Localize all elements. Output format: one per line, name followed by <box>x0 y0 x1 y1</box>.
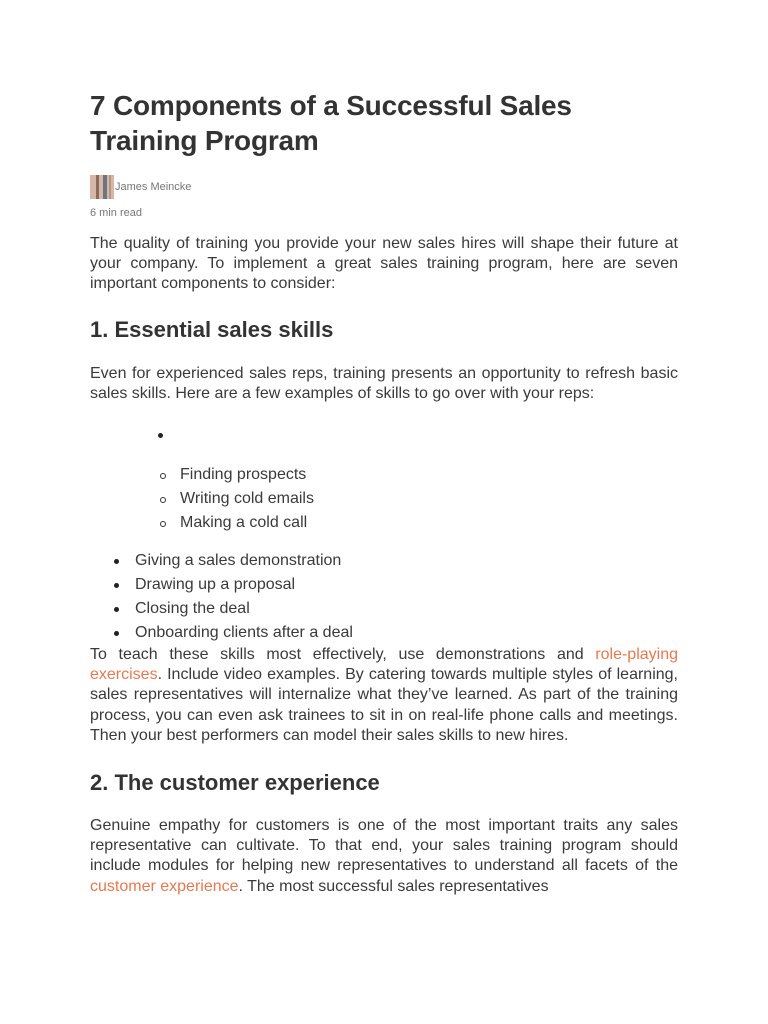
customer-text-end: . The most successful sales representatives <box>238 877 549 895</box>
teaching-text-start: To teach these skills most effectively, use demonstrations and <box>90 646 596 664</box>
customer-experience-link[interactable]: customer experience <box>90 877 239 895</box>
list-item: Writing cold emails <box>90 487 678 511</box>
article-title: 7 Components of a Successful Sales Training Program <box>90 90 572 156</box>
skill-list <box>90 549 678 645</box>
teaching-paragraph <box>90 645 678 746</box>
customer-text-start: Genuine empathy for customers is one of the most important traits any sales representative can cultivate. To that end, your sales training program should include modules for helping new representatives to understand all facets of the <box>90 817 678 875</box>
empty-bullet <box>90 422 678 444</box>
author-avatar[interactable] <box>90 175 114 199</box>
list-item: Making a cold call <box>90 511 678 535</box>
author-name[interactable]: James Meincke <box>115 181 192 193</box>
author-row <box>90 175 678 199</box>
section-heading-skills: 1. Essential sales skills <box>90 316 334 342</box>
list-item: Finding prospects <box>90 463 678 487</box>
list-item: Giving a sales demonstration <box>90 549 678 573</box>
sub-skill-list <box>90 463 678 535</box>
read-time: 6 min read <box>90 207 142 219</box>
list-item: Drawing up a proposal <box>90 573 678 597</box>
list-item: Closing the deal <box>90 597 678 621</box>
teaching-text-end: . Include video examples. By catering towards multiple styles of learning, sales representatives will internalize what they’ve learned. As part of the training process, you can even ask trainees to sit in on real-life phone calls and meetings. Then your best performers can model their sales skills to new hires. <box>90 666 678 744</box>
skills-paragraph: Even for experienced sales reps, training presents an opportunity to refresh basic sales skills. Here are a few examples of skills to go over with your reps: <box>90 364 678 402</box>
list-item: Onboarding clients after a deal <box>90 621 678 645</box>
customer-paragraph <box>90 816 678 897</box>
article <box>90 88 678 897</box>
section-heading-customer: 2. The customer experience <box>90 770 380 796</box>
intro-paragraph: The quality of training you provide your new sales hires will shape their future at your company. To implement a great sales training program, here are seven important components to consider: <box>90 235 678 293</box>
role-playing-link[interactable]: role-playing exercises <box>90 646 678 684</box>
